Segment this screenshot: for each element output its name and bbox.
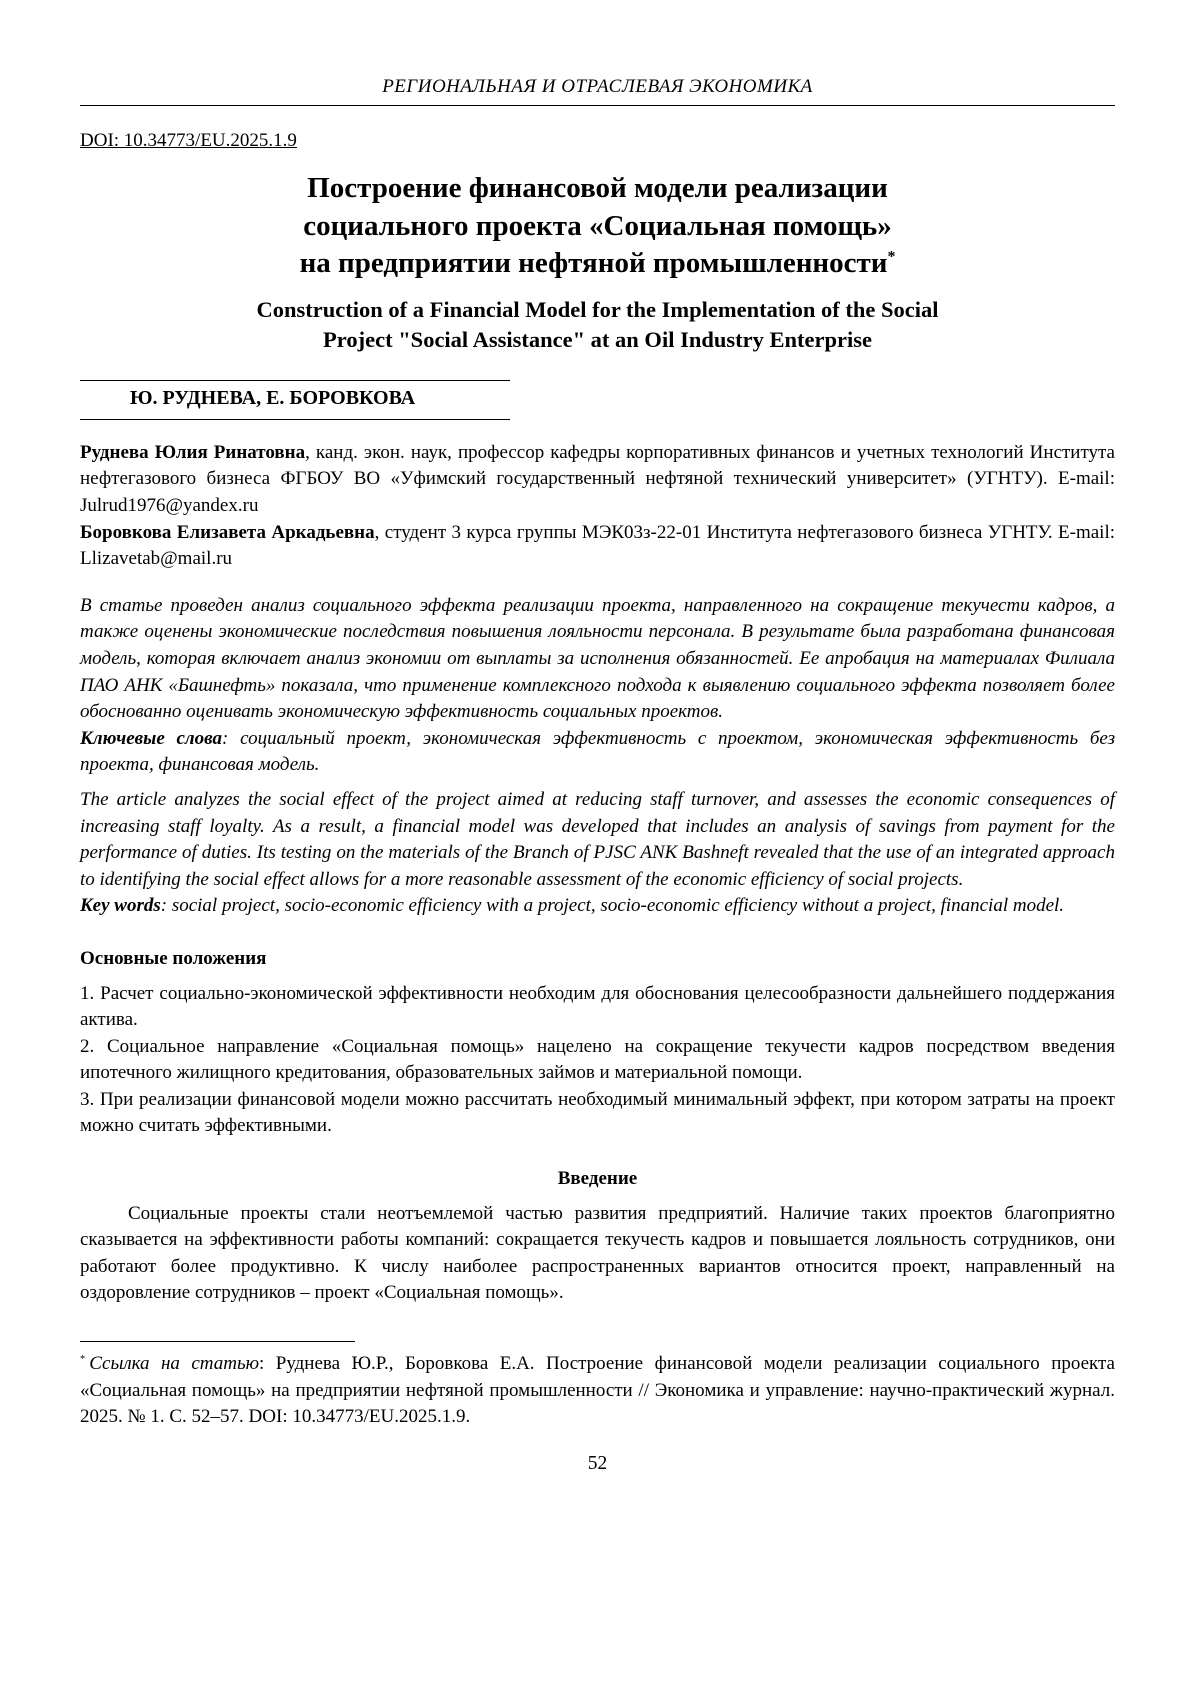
footnote bbox=[80, 1341, 1115, 1431]
title-en-line1: Construction of a Financial Model for the Implementation of the Social bbox=[256, 297, 939, 323]
author-1-details: , канд. экон. наук, профессор кафедры корпоративных финансов и учетных технологий Института нефтегазового бизнеса ФГБОУ ВО «Уфимский государственный нефтяной технический университет» (УГНТУ). E-mail: Julrud1976@yandex.ru bbox=[80, 441, 1115, 516]
footnote-marker: * bbox=[80, 1353, 86, 1365]
article-title-en bbox=[80, 295, 1115, 356]
highlight-point-1: 1. Расчет социально-экономической эффективности необходим для обоснования целесообразности дальнейшего поддержания актива. bbox=[80, 982, 1115, 1031]
running-header bbox=[80, 76, 1115, 106]
article-title-ru bbox=[80, 170, 1115, 283]
title-ru-line2: социального проекта «Социальная помощь» bbox=[303, 209, 892, 242]
highlight-point-2: 2. Социальное направление «Социальная помощь» нацелено на сокращение текучести кадров посредством введения ипотечного жилищного кредитования, образовательных займов и материальной помощи. bbox=[80, 1035, 1115, 1084]
intro-paragraph: Социальные проекты стали неотъемлемой частью развития предприятий. Наличие таких проектов благоприятно сказывается на эффективности работы компаний: сокращается текучесть кадров и повышается лояльность сотрудников, они работают более продуктивно. К числу наиболее распространенных вариантов относится проект, направленный на оздоровление сотрудников – проект «Социальная помощь». bbox=[80, 1202, 1115, 1304]
author-2-details: , студент 3 курса группы МЭК03з-22-01 Института нефтегазового бизнеса УГНТУ. E-mail: Llizavetab@mail.ru bbox=[80, 521, 1116, 570]
footnote-body: : Руднева Ю.Р., Боровкова Е.А. Построение финансовой модели реализации социального проекта «Социальная помощь» на предприятии нефтяной промышленности // Экономика и управление: научно-практический журнал. 2025. № 1. С. 52–57. DOI: 10.34773/EU.2025.1.9. bbox=[80, 1353, 1115, 1428]
author-info-2 bbox=[80, 520, 1115, 573]
title-ru-line1: Построение финансовой модели реализации bbox=[307, 172, 888, 204]
title-en-line2: Project "Social Assistance" at an Oil Industry Enterprise bbox=[323, 327, 872, 353]
footnote-rule bbox=[80, 1341, 355, 1342]
author-2-name: Боровкова Елизавета Аркадьевна bbox=[80, 521, 375, 543]
page-number: 52 bbox=[587, 1452, 608, 1474]
title-ru-line3-text: на предприятии нефтяной промышленности bbox=[299, 247, 888, 280]
keywords-en-text: : social project, socio-economic efficiency with a project, socio-economic efficiency without a project, financial model. bbox=[160, 895, 1065, 917]
author-1-name: Руднева Юлия Ринатовна bbox=[80, 441, 306, 463]
footnote-label: Ссылка на статью bbox=[89, 1353, 260, 1375]
keywords-ru-text: : социальный проект, экономическая эффективность с проектом, экономическая эффективность без проекта, финансовая модель. bbox=[80, 727, 1116, 776]
title-footnote-marker: * bbox=[887, 248, 896, 266]
abstract-ru: В статье проведен анализ социального эффекта реализации проекта, направленного на сокращение текучести кадров, а также оценены экономические последствия повышения лояльности персонала. В результате была разработана финансовая модель, которая включает анализ экономии от выплаты за исполнения обязанностей. Ее апробация на материалах Филиала ПАО АНК «Башнефть» показала, что применение комплексного подхода к выявлению социального эффекта позволяет более обоснованно оценивать экономическую эффективность социальных проектов. bbox=[80, 594, 1115, 723]
keywords-en bbox=[80, 893, 1115, 920]
doi-text: DOI: 10.34773/EU.2025.1.9 bbox=[80, 130, 297, 151]
intro-heading: Введение bbox=[557, 1168, 638, 1190]
footnote-text bbox=[80, 1351, 1115, 1431]
doi-line bbox=[80, 130, 1115, 152]
authors-block bbox=[80, 380, 510, 420]
abstract-en: The article analyzes the social effect of the project aimed at reducing staff turnover, and assesses the economic consequences of increasing staff loyalty. As a result, a financial model was developed that includes an analysis of savings from payment for the performance of duties. Its testing on the materials of the Branch of PJSC ANK Bashneft revealed that the use of an integrated approach to identifying the social effect allows for a more reasonable assessment of the economic efficiency of social projects. bbox=[80, 788, 1115, 890]
keywords-ru bbox=[80, 726, 1115, 779]
keywords-en-label: Key words bbox=[80, 895, 161, 917]
running-header-text: РЕГИОНАЛЬНАЯ И ОТРАСЛЕВАЯ ЭКОНОМИКА bbox=[382, 76, 813, 97]
highlight-point-3: 3. При реализации финансовой модели можно рассчитать необходимый минимальный эффект, при котором затраты на проект можно считать эффективными. bbox=[80, 1088, 1115, 1137]
author-info-1 bbox=[80, 440, 1115, 520]
author-names: Ю. РУДНЕВА, Е. БОРОВКОВА bbox=[130, 386, 416, 409]
title-ru-line3 bbox=[80, 245, 1115, 283]
highlights-heading: Основные положения bbox=[80, 947, 267, 969]
keywords-ru-label: Ключевые слова bbox=[80, 727, 223, 749]
